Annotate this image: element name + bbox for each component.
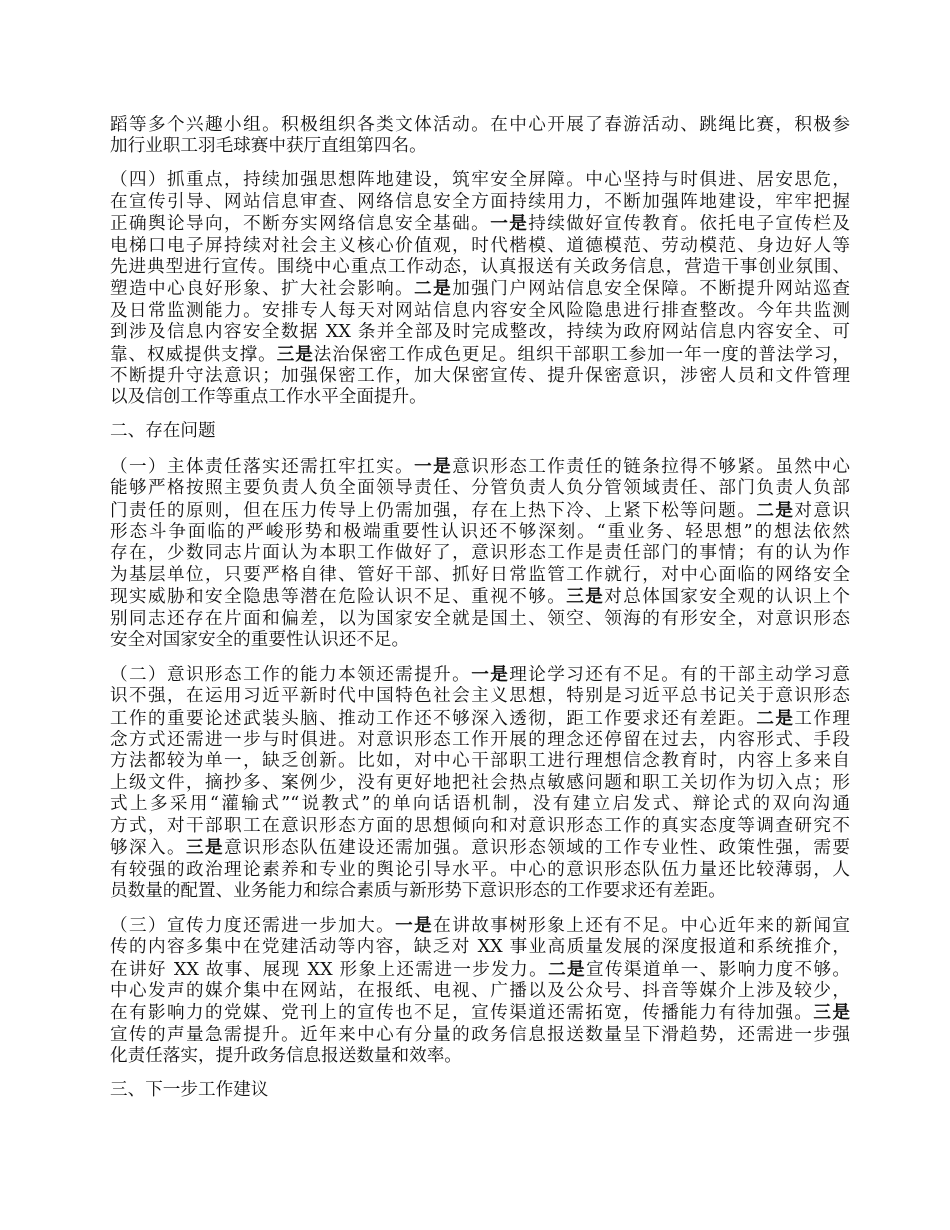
text-line <box>110 478 850 499</box>
text-line <box>110 915 850 937</box>
text-run: 意识形态工作责任的链条拉得不够紧。虽然中心 <box>452 456 850 477</box>
text-line <box>110 751 850 772</box>
text-run: 意识形态队伍建设还需加强。意识形态领域的工作专业性、政策性强，需要 <box>224 838 850 859</box>
text-line <box>110 730 850 751</box>
text-line <box>110 344 850 366</box>
text-run: 加强门户网站信息安全保障。不断提升网站巡查 <box>452 279 850 300</box>
text-run: 以及信创工作等重点工作水平全面提升。 <box>110 387 427 408</box>
text-line <box>110 236 850 257</box>
text-run: 宣传的声量急需提升。近年来中心有分量的政务信息报送数量呈下滑趋势，还需进一步强 <box>110 1024 850 1045</box>
bold-keyword: 一是 <box>490 213 529 235</box>
text-run: （二）意识形态工作的能力本领还需提升。 <box>110 664 472 685</box>
text-line <box>110 708 850 730</box>
text-line <box>110 500 850 522</box>
text-line <box>110 686 850 707</box>
text-run: 现实威胁和安全隐患等潜在危险认识不足、重视不够。 <box>110 587 567 608</box>
text-run: 中心发声的媒介集中在网站，在报纸、电视、广播以及公众号、抖音等媒介上涉及较少， <box>110 981 850 1002</box>
bold-keyword: 三是 <box>813 1002 850 1024</box>
text-run: 方式，对干部职工在意识形态方面的思想倾向和对意识形态工作的真实态度等调查研究不 <box>110 815 850 836</box>
text-run: 法治保密工作成色更足。组织干部职工参加一年一度的普法学习， <box>313 344 850 365</box>
bold-keyword: 一是 <box>414 455 453 477</box>
text-run: 念方式还需进一步与时俱进。对意识形态工作开展的理念还停留在过去，内容形式、手段 <box>110 730 850 751</box>
text-line <box>110 192 850 213</box>
text-run: 传的内容多集中在党建活动等内容，缺乏对 XX 事业高质量发展的深度报道和系统推介， <box>110 937 850 958</box>
bold-keyword: 三是 <box>186 837 225 859</box>
text-run: 宣传渠道单一、影响力度不够。 <box>585 959 850 980</box>
text-line <box>110 301 850 322</box>
bold-keyword: 一是 <box>395 914 434 936</box>
text-run: 识不强，在运用习近平新时代中国特色社会主义思想，特别是习近平总书记关于意识形态 <box>110 686 850 707</box>
text-line <box>110 609 850 630</box>
body-paragraph <box>110 664 850 902</box>
text-line <box>110 565 850 586</box>
text-run: 到涉及信息内容安全数据 XX 条并全部及时完成整改，持续为政府网站信息内容安全、可 <box>110 322 850 343</box>
text-line <box>110 586 850 608</box>
text-run: 能够严格按照主要负责人负全面领导责任、分管负责人负分管领域责任、部门负责人负部 <box>110 478 850 499</box>
body-paragraph <box>110 115 850 158</box>
text-run: 理论学习还有不足。有的干部主动学习意 <box>509 664 850 685</box>
text-line <box>110 959 850 981</box>
text-run: 对意识 <box>794 500 850 521</box>
text-run: 先进典型进行宣传。围绕中心重点工作动态，认真报送有关政务信息，营造干事创业氛围、 <box>110 256 850 277</box>
text-line <box>110 136 850 157</box>
text-run: 别同志还存在片面和偏差，以为国家安全就是国土、领空、领海的有形安全，对意识形态 <box>110 608 850 629</box>
text-line <box>110 1025 850 1046</box>
text-run: 三、下一步工作建议 <box>110 1080 269 1101</box>
text-run: 持续做好宣传教育。依托电子宣传栏及 <box>528 214 850 235</box>
text-run: 靠、权威提供支撑。 <box>110 344 277 365</box>
bold-keyword: 二是 <box>756 499 795 521</box>
text-line <box>110 1002 850 1024</box>
text-line <box>110 794 850 815</box>
text-line <box>110 881 850 902</box>
text-run: 存在，少数同志片面认为本职工作做好了，意识形态工作是责任部门的事情；有的认为作 <box>110 543 850 564</box>
text-run: 及日常监测能力。安排专人每天对网站信息内容安全风险隐患进行排查整改。今年共监测 <box>110 300 850 321</box>
text-run: 在讲好 XX 故事、展现 XX 形象上还需进一步发力。 <box>110 959 549 980</box>
text-run: （四）抓重点，持续加强思想阵地建设，筑牢安全屏障。中心坚持与时俱进、居安思危， <box>110 170 850 191</box>
text-run: 员数量的配置、业务能力和综合素质与新形势下意识形态的工作要求还有差距。 <box>110 880 726 901</box>
text-run: 电梯口电子屏持续对社会主义核心价值观，时代楷模、道德模范、劳动模范、身边好人等 <box>110 235 850 256</box>
body-paragraph <box>110 915 850 1068</box>
text-run: 化责任落实，提升政务信息报送数量和效率。 <box>110 1046 462 1067</box>
text-run: 够深入。 <box>110 838 187 859</box>
text-line <box>110 213 850 235</box>
text-line <box>110 860 850 881</box>
text-line <box>110 1046 850 1067</box>
text-run: 门责任的原则，但在压力传导上仍需加强，存在上热下冷、上紧下松等问题。 <box>110 500 757 521</box>
text-run: （一）主体责任落实还需扛牢扛实。 <box>110 456 415 477</box>
text-run: 为基层单位，只要严格自律、管好干部、抓好日常监管工作就行，对中心面临的网络安全 <box>110 564 850 585</box>
text-line <box>110 981 850 1002</box>
body-paragraph <box>110 170 850 408</box>
text-run: 蹈等多个兴趣小组。积极组织各类文体活动。在中心开展了春游活动、跳绳比赛，积极参 <box>110 115 850 135</box>
section-heading <box>110 421 850 442</box>
text-line <box>110 937 850 958</box>
text-run: （三）宣传力度还需进一步加大。 <box>110 915 396 936</box>
section-heading <box>110 1080 850 1101</box>
text-line <box>110 170 850 191</box>
text-line <box>110 773 850 794</box>
bold-keyword: 一是 <box>471 663 510 685</box>
text-line <box>110 421 850 442</box>
text-line <box>110 816 850 837</box>
text-line <box>110 1080 850 1101</box>
text-run: 加行业职工羽毛球赛中获厅直组第四名。 <box>110 136 427 157</box>
text-run: 工作的重要论述武装头脑、推动工作还不够深入透彻，距工作要求还有差距。 <box>110 708 757 729</box>
text-line <box>110 387 850 408</box>
text-line <box>110 278 850 300</box>
text-run: 在宣传引导、网站信息审查、网络信息安全方面持续用力，不断加强阵地建设，牢牢把握 <box>110 191 850 212</box>
text-run: 式上多采用“灌输式”“说教式”的单向话语机制，没有建立启发式、辩论式的双向沟通 <box>110 794 850 815</box>
text-run: 塑造中心良好形象、扩大社会影响。 <box>110 279 415 300</box>
text-line <box>110 522 850 543</box>
document-page <box>110 115 850 1115</box>
text-run: 上级文件，摘抄多、案例少，没有更好地把社会热点敏感问题和职工关切作为切入点；形 <box>110 772 850 793</box>
text-run: 二、存在问题 <box>110 421 216 442</box>
text-run: 正确舆论导向，不断夯实网络信息安全基础。 <box>110 214 491 235</box>
text-run: 有较强的政治理论素养和专业的舆论引导水平。中心的意识形态队伍力量还比较薄弱，人 <box>110 859 850 880</box>
text-line <box>110 115 850 136</box>
bold-keyword: 三是 <box>276 343 314 365</box>
text-line <box>110 630 850 651</box>
text-run: 工作理 <box>794 708 850 729</box>
text-run: 安全对国家安全的重要性认识还不足。 <box>110 629 410 650</box>
body-paragraph <box>110 456 850 652</box>
text-line <box>110 257 850 278</box>
text-run: 不断提升守法意识；加强保密工作，加大保密宣传、提升保密意识，涉密人员和文件管理 <box>110 365 850 386</box>
text-line <box>110 664 850 686</box>
text-line <box>110 456 850 478</box>
text-run: 方法都较为单一，缺乏创新。比如，对中心干部职工进行理想信念教育时，内容上多来自 <box>110 751 850 772</box>
text-run: 形态斗争面临的严峻形势和极端重要性认识还不够深刻。“重业务、轻思想”的想法依然 <box>110 521 850 542</box>
bold-keyword: 二是 <box>414 278 453 300</box>
text-run: 在有影响力的党媒、党刊上的宣传也不足，宣传渠道还需拓宽，传播能力有待加强。 <box>110 1003 814 1024</box>
text-line <box>110 322 850 343</box>
bold-keyword: 二是 <box>756 707 795 729</box>
text-line <box>110 366 850 387</box>
bold-keyword: 二是 <box>548 958 586 980</box>
text-line <box>110 837 850 859</box>
bold-keyword: 三是 <box>566 586 605 608</box>
text-run: 在讲故事树形象上还有不足。中心近年来的新闻宣 <box>433 915 850 936</box>
text-run: 对总体国家安全观的认识上个 <box>604 587 850 608</box>
text-line <box>110 543 850 564</box>
